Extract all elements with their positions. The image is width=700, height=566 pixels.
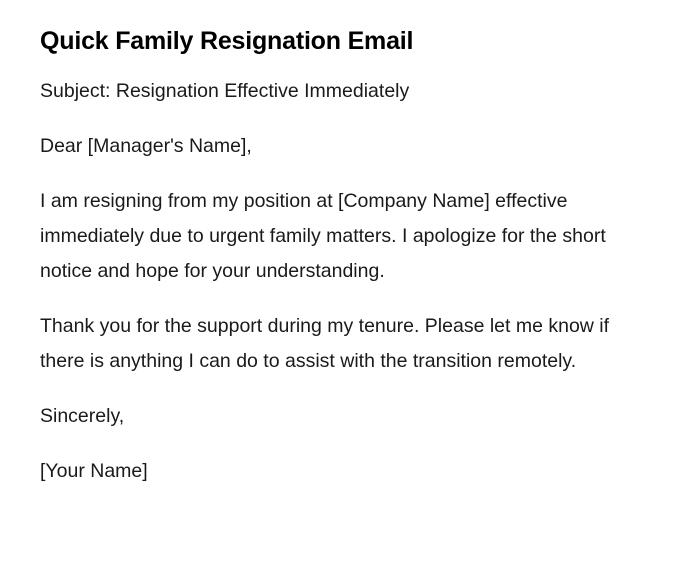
- email-greeting: Dear [Manager's Name],: [40, 135, 252, 157]
- email-subject: Subject: Resignation Effective Immediately: [40, 80, 410, 102]
- email-closing: Sincerely,: [40, 405, 125, 427]
- email-signature: [Your Name]: [40, 460, 148, 482]
- email-body-paragraph-2: Thank you for the support during my tenure. Please let me know if there is anything I can do to assist with the transition remotely.: [40, 315, 610, 372]
- email-document: [40, 22, 650, 509]
- document-title: Quick Family Resignation Email: [40, 27, 414, 55]
- email-body-paragraph-1: I am resigning from my position at [Company Name] effective immediately due to urgent family matters. I apologize for the short notice and hope for your understanding.: [40, 190, 606, 282]
